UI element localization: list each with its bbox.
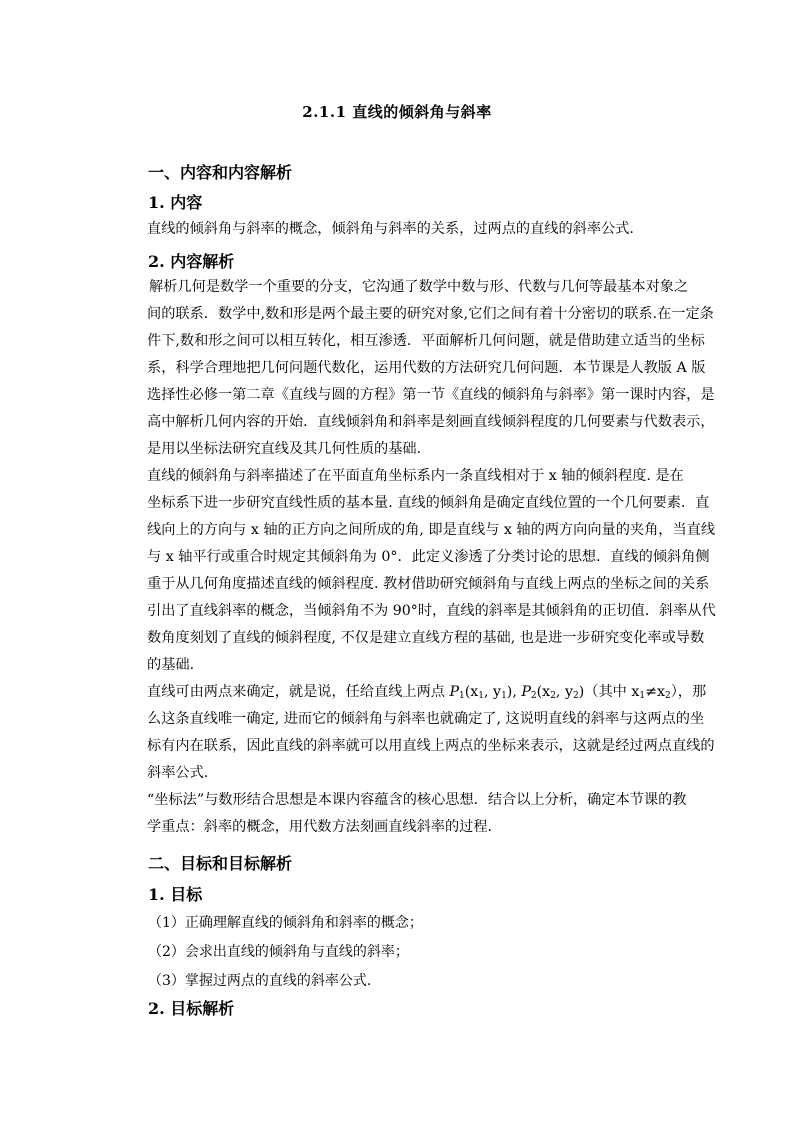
section-heading-goals: 二、目标和目标解析 bbox=[148, 854, 293, 873]
analysis-paragraph-4 bbox=[147, 787, 687, 841]
text-line: 与 x 轴平行或重合时规定其倾斜角为 0°．此定义渗透了分类讨论的思想．直线的倾斜角侧 bbox=[147, 549, 710, 565]
goal-item: （2）会求出直线的倾斜角与直线的斜率； bbox=[148, 944, 409, 960]
text-line: 坐标系下进一步研究直线性质的基本量. 直线的倾斜角是确定直线位置的一个几何要素．直 bbox=[147, 495, 710, 511]
document-title: 2.1.1 直线的倾斜角与斜率 bbox=[302, 103, 492, 121]
point-p1-formula: $P_1(x_1$, $y_1$), $P_2(x_2$, $y_2$) bbox=[449, 684, 585, 701]
text-segment: 直线可由两点来确定，就是说，任给直线上两点 bbox=[147, 684, 450, 700]
text-line: 件下,数和形之间可以相互转化，相互渗透．平面解析几何问题，就是借助建立适当的坐标 bbox=[147, 333, 705, 349]
section-heading-content: 一、内容和内容解析 bbox=[148, 163, 293, 182]
goal-item: （1）正确理解直线的倾斜角和斜率的概念； bbox=[148, 915, 423, 931]
text-line: 引出了直线斜率的概念，当倾斜角不为 90°时，直线的斜率是其倾斜角的正切值．斜率从代 bbox=[147, 603, 716, 619]
text-line: 高中解析几何内容的开始．直线倾斜角和斜率是刻画直线倾斜程度的几何要素与代数表示， bbox=[147, 414, 715, 430]
text-line: 线向上的方向与 x 轴的正方向之间所成的角, 即是直线与 x 轴的两方向向量的夹角，当直线 bbox=[147, 522, 716, 538]
text-line-with-formula bbox=[147, 679, 707, 706]
text-line: 系，科学合理地把几何问题代数化，运用代数的方法研究几何问题．本节课是人教版 A 版 bbox=[147, 360, 706, 376]
goal-item: （3）掌握过两点的直线的斜率公式. bbox=[148, 973, 372, 989]
subheading-content-analysis: 2. 内容解析 bbox=[148, 252, 235, 271]
subheading-goals-analysis: 2. 目标解析 bbox=[148, 999, 235, 1018]
text-line: 学重点：斜率的概念，用代数方法刻画直线斜率的过程． bbox=[147, 819, 502, 835]
text-line: 标有内在联系，因此直线的斜率就可以用直线上两点的坐标来表示，这就是经过两点直线的 bbox=[147, 738, 715, 754]
text-line: 数角度刻划了直线的倾斜程度, 不仅是建立直线方程的基础, 也是进一步研究变化率或导数 bbox=[147, 630, 705, 646]
text-line: 间的联系．数学中,数和形是两个最主要的研究对象,它们之间有着十分密切的联系.在一定条 bbox=[147, 306, 714, 322]
text-line: 选择性必修一第二章《直线与圆的方程》第一节《直线的倾斜角与斜率》第一课时内容，是 bbox=[147, 387, 715, 403]
analysis-paragraph-1 bbox=[147, 274, 715, 463]
subheading-goals: 1. 目标 bbox=[148, 885, 203, 904]
text-line: “坐标法”与数形结合思想是本课内容蕴含的核心思想．结合以上分析，确定本节课的教 bbox=[147, 792, 687, 808]
text-line: 直线的倾斜角与斜率的概念，倾斜角与斜率的关系，过两点的直线的斜率公式. bbox=[147, 221, 634, 237]
content-paragraph bbox=[147, 216, 647, 243]
subheading-content: 1. 内容 bbox=[148, 193, 203, 212]
text-line: 的基础. bbox=[147, 657, 195, 673]
text-segment: ），那 bbox=[670, 684, 707, 700]
text-line: 解析几何是数学一个重要的分支，它沟通了数学中数与形、代数与几何等最基本对象之 bbox=[149, 279, 689, 295]
text-line: 是用以坐标法研究直线及其几何性质的基础. bbox=[147, 441, 422, 457]
text-line: 重于从几何角度描述直线的倾斜程度. 教材借助研究倾斜角与直线上两点的坐标之间的关系 bbox=[147, 576, 710, 592]
analysis-paragraph-3 bbox=[147, 679, 715, 787]
text-segment: （其中 x bbox=[584, 684, 640, 700]
text-line: 么这条直线唯一确定, 进而它的倾斜角与斜率也就确定了, 这说明直线的斜率与这两点的坐 bbox=[147, 711, 705, 727]
analysis-paragraph-2 bbox=[147, 463, 716, 679]
inequality-formula: $_1\ne x_2$ bbox=[639, 684, 671, 701]
text-line: 斜率公式. bbox=[147, 765, 209, 781]
text-line: 直线的倾斜角与斜率描述了在平面直角坐标系内一条直线相对于 x 轴的倾斜程度. 是在 bbox=[147, 468, 684, 484]
